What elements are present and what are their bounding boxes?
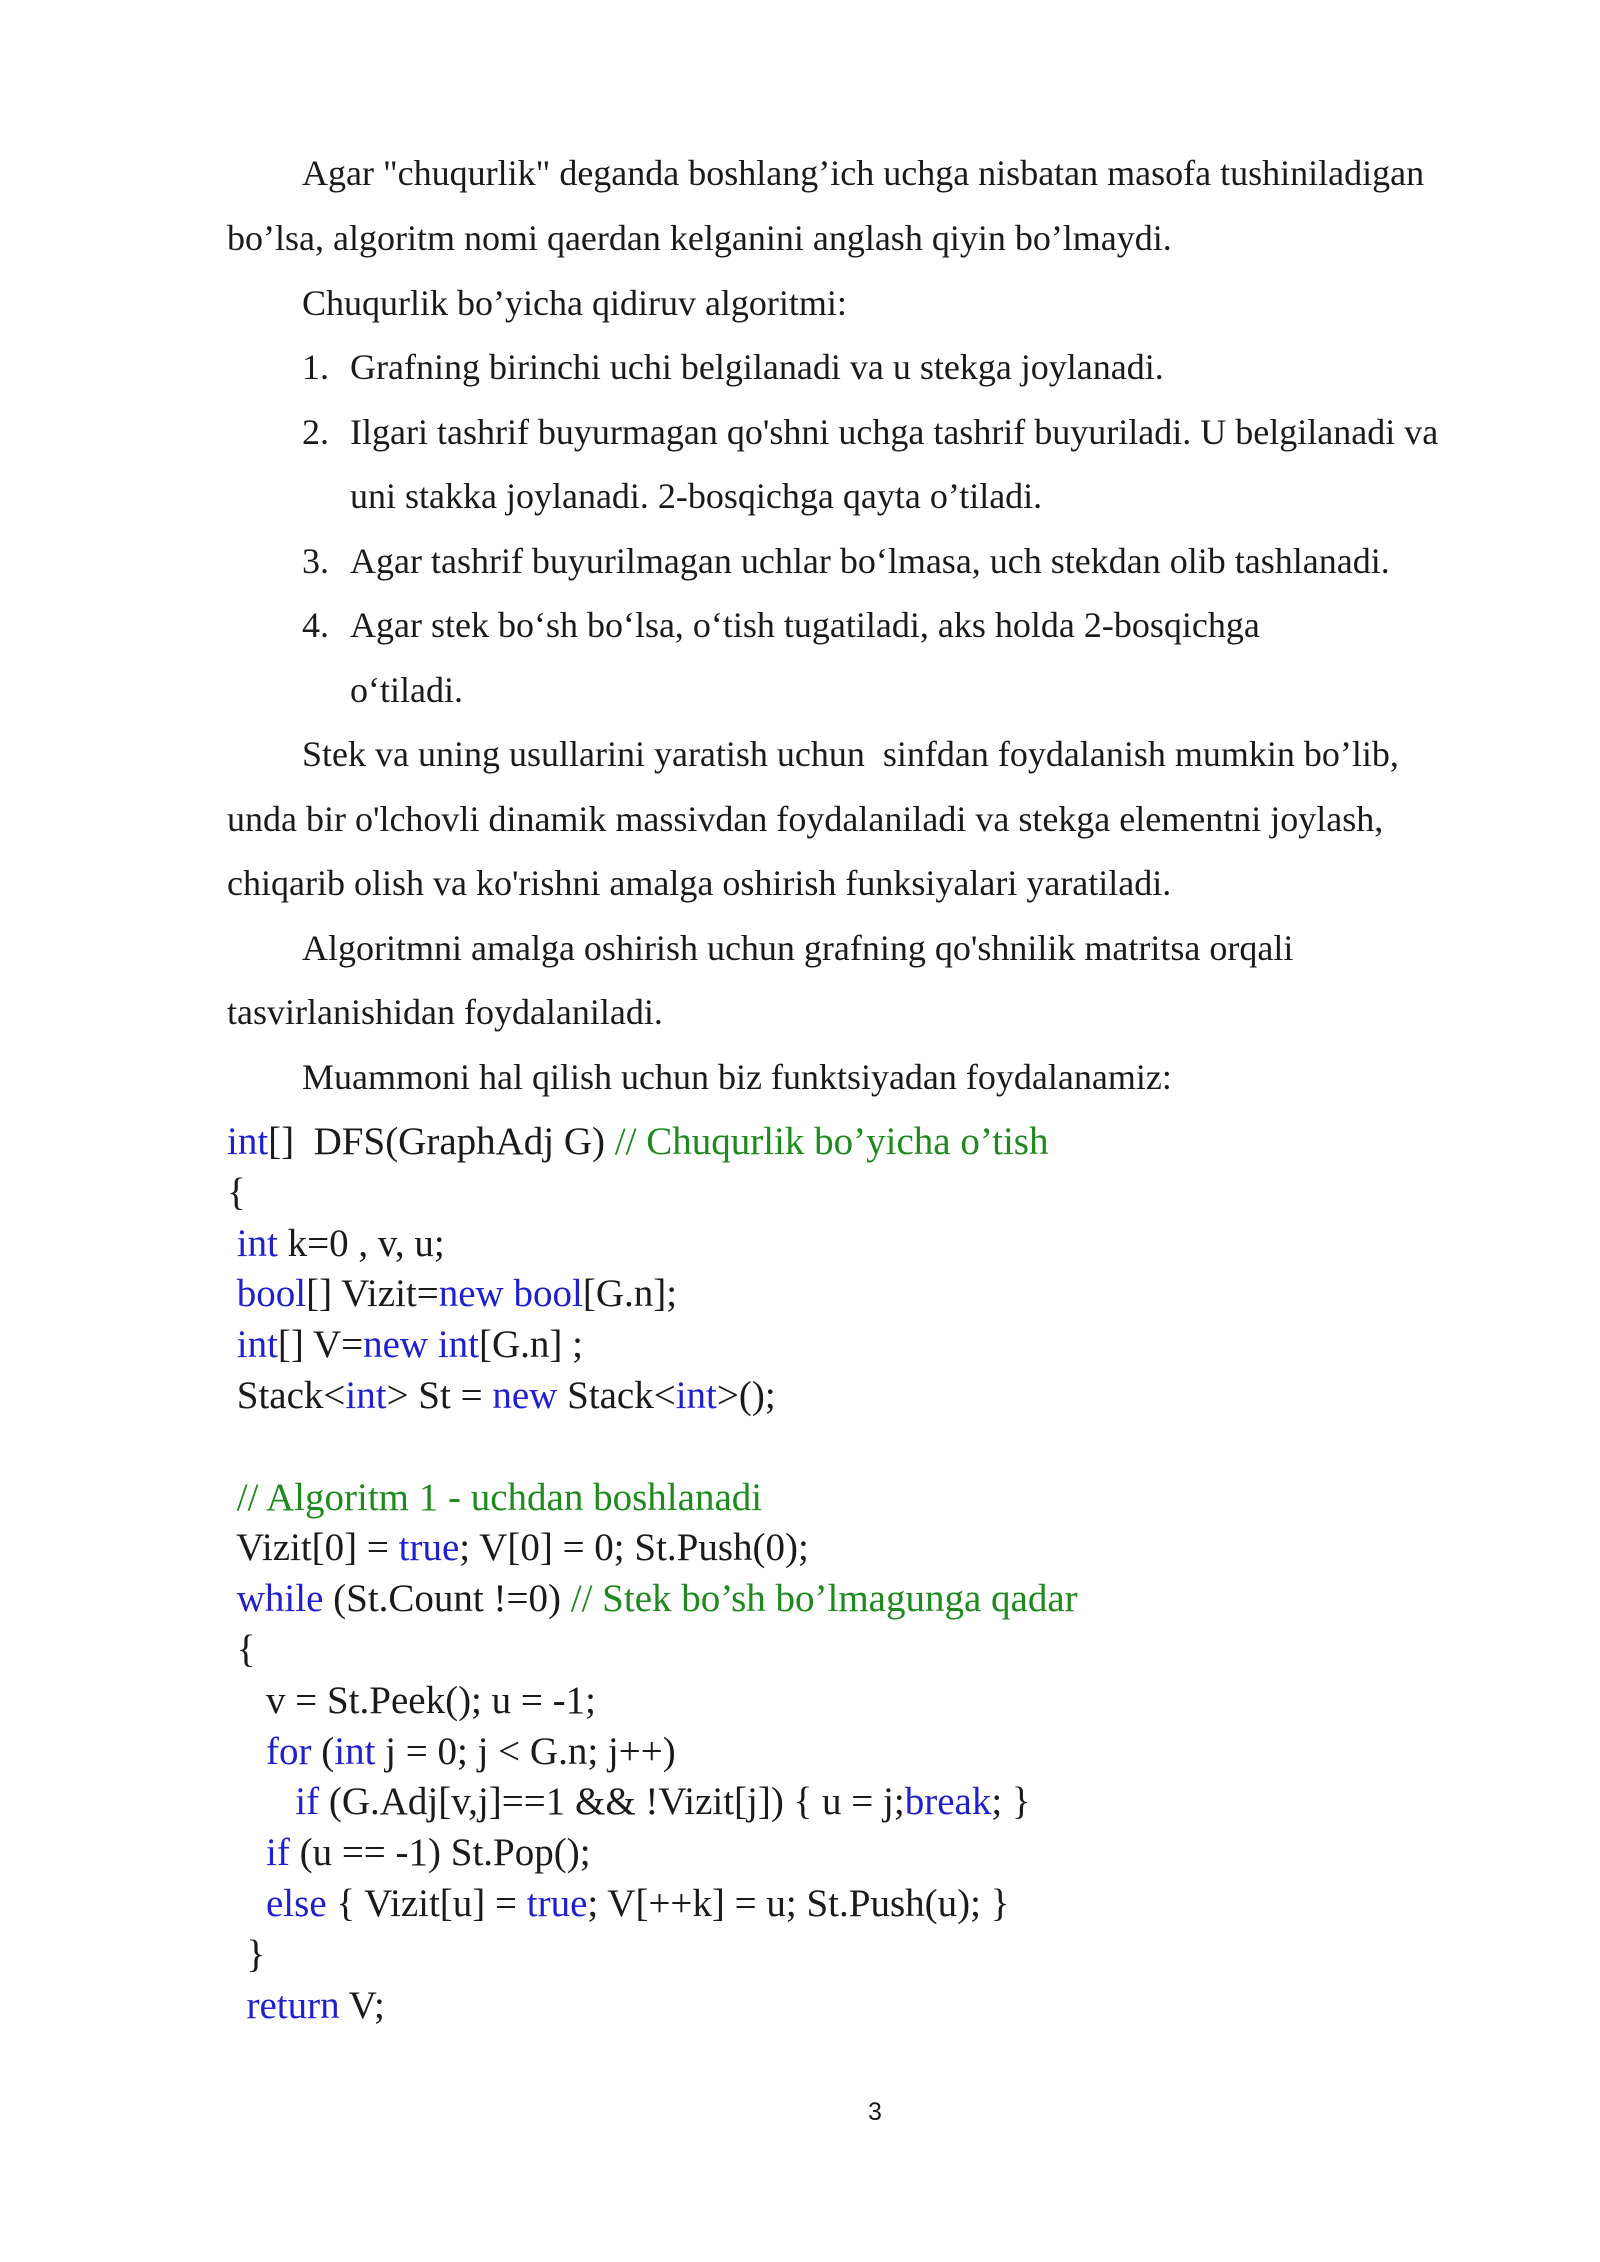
code-text: [G.n] ; [479,1323,583,1366]
code-text [227,1831,266,1874]
code-line [227,1575,1078,1623]
code-text: [] Vizit= [306,1272,439,1315]
list-item-text: Ilgari tashrif buyurmagan qo'shni uchga tashrif buyuriladi. U belgilanadi va [350,412,1439,452]
code-keyword: if [266,1831,290,1874]
code-line [227,1728,676,1776]
list-item-text: Agar stek bo‘sh bo‘lsa, o‘tish tugatiladi, aks holda 2-bosqichga [350,605,1260,645]
code-comment: // Stek bo’sh bo’lmagunga qadar [570,1577,1078,1620]
list-item [302,603,1260,647]
code-line [227,1677,596,1725]
code-text: { Vizit[u] = [326,1882,527,1925]
code-keyword: for [266,1730,312,1773]
code-line [227,1118,1048,1166]
paragraph-line: Agar "chuqurlik" deganda boshlang’ich uchga nisbatan masofa tushiniladigan [302,153,1425,193]
code-line [227,1321,583,1369]
list-number: 3. [302,541,329,581]
code-text: ; } [991,1780,1031,1823]
code-keyword: while [236,1577,324,1620]
code-text: ; V[0] = 0; St.Push(0); [459,1526,809,1569]
list-item-continuation: uni stakka joylanadi. 2-bosqichga qayta o’tiladi. [350,476,1043,516]
code-line [227,1270,677,1318]
code-keyword: else [266,1882,327,1925]
code-text: [] V= [277,1323,364,1366]
code-text: >(); [716,1374,776,1417]
list-number: 4. [302,605,329,645]
paragraph-line: tasvirlanishidan foydalaniladi. [227,992,663,1032]
code-text: j = 0; j < G.n; j++) [375,1730,676,1773]
code-keyword: int [675,1374,717,1417]
code-text [428,1323,438,1366]
list-item [302,410,1438,454]
code-text [227,1476,237,1519]
code-line [227,1474,762,1522]
page-number: 3 [868,2098,882,2126]
list-item [302,539,1390,583]
code-keyword: new [492,1374,558,1417]
code-line [227,1524,809,1572]
code-line [227,1169,246,1217]
code-keyword: bool [513,1272,583,1315]
code-keyword: if [295,1780,320,1823]
code-line [227,1829,591,1877]
list-item-text: Grafning birinchi uchi belgilanadi va u stekga joylanadi. [350,347,1164,387]
code-text: ; V[++k] = u; St.Push(u); } [587,1882,1010,1925]
code-comment: // Algoritm 1 - uchdan boshlanadi [236,1476,763,1519]
code-text [227,1730,266,1773]
code-text: (St.Count !=0) [323,1577,571,1620]
list-item-text: Agar tashrif buyurilmagan uchlar bo‘lmasa, uch stekdan olib tashlanadi. [350,541,1390,581]
code-text: Stack< [227,1374,346,1417]
code-line [227,1778,1031,1826]
paragraph-line: Stek va uning usullarini yaratish uchun sinfdan foydalanish mumkin bo’lib, [302,734,1399,774]
code-keyword: int [236,1323,278,1366]
code-text: (G.Adj[v,j]==1 && !Vizit[j]) { u = j; [319,1780,905,1823]
paragraph-line: chiqarib olish va ko'rishni amalga oshirish funksiyalari yaratiladi. [227,863,1172,903]
code-text [227,1780,295,1823]
code-text [227,1577,237,1620]
code-keyword: new [438,1272,504,1315]
code-text: { [227,1628,256,1671]
code-keyword: new [363,1323,429,1366]
code-line [227,1880,1009,1928]
paragraph-line: unda bir o'lchovli dinamik massivdan foydalaniladi va stekga elementni joylash, [227,799,1384,839]
code-text: Stack< [557,1374,676,1417]
list-item [302,345,1164,389]
code-text: { [227,1171,246,1214]
paragraph-line: Algoritmni amalga oshirish uchun grafning qo'shnilik matritsa orqali [302,928,1294,968]
list-number: 2. [302,412,329,452]
code-text: [G.n]; [582,1272,678,1315]
code-text [227,1222,237,1265]
code-keyword: true [398,1526,460,1569]
code-text [227,1272,237,1315]
code-text: k=0 , v, u; [277,1222,445,1265]
code-keyword: return [246,1984,340,2027]
code-line [227,1220,445,1268]
code-text: ( [311,1730,335,1773]
code-keyword: int [227,1120,269,1163]
code-keyword: int [236,1222,278,1265]
code-text [227,1323,237,1366]
list-item-continuation: o‘tiladi. [350,670,463,710]
code-keyword: bool [236,1272,307,1315]
code-line [227,1982,385,2030]
code-text: (u == -1) St.Pop(); [289,1831,591,1874]
code-line [227,1626,255,1674]
code-keyword: int [334,1730,376,1773]
code-text [227,1984,247,2027]
code-text [227,1882,266,1925]
paragraph-line: Chuqurlik bo’yicha qidiruv algoritmi: [302,283,847,323]
code-text: v = St.Peek(); u = -1; [227,1679,596,1722]
code-keyword: true [526,1882,588,1925]
code-text: Vizit[0] = [227,1526,399,1569]
code-text: [] DFS(GraphAdj G) [268,1120,615,1163]
code-keyword: int [437,1323,480,1366]
code-text: V; [339,1984,385,2027]
code-keyword: int [345,1374,387,1417]
code-line [227,1931,265,1979]
code-text: > St = [386,1374,493,1417]
code-keyword: break [904,1780,992,1823]
list-number: 1. [302,347,329,387]
code-line [227,1372,776,1420]
paragraph-line: bo’lsa, algoritm nomi qaerdan kelganini anglash qiyin bo’lmaydi. [227,218,1172,258]
code-text: } [227,1933,266,1976]
paragraph-line: Muammoni hal qilish uchun biz funktsiyadan foydalanamiz: [302,1057,1172,1097]
code-comment: // Chuqurlik bo’yicha o’tish [614,1120,1049,1163]
